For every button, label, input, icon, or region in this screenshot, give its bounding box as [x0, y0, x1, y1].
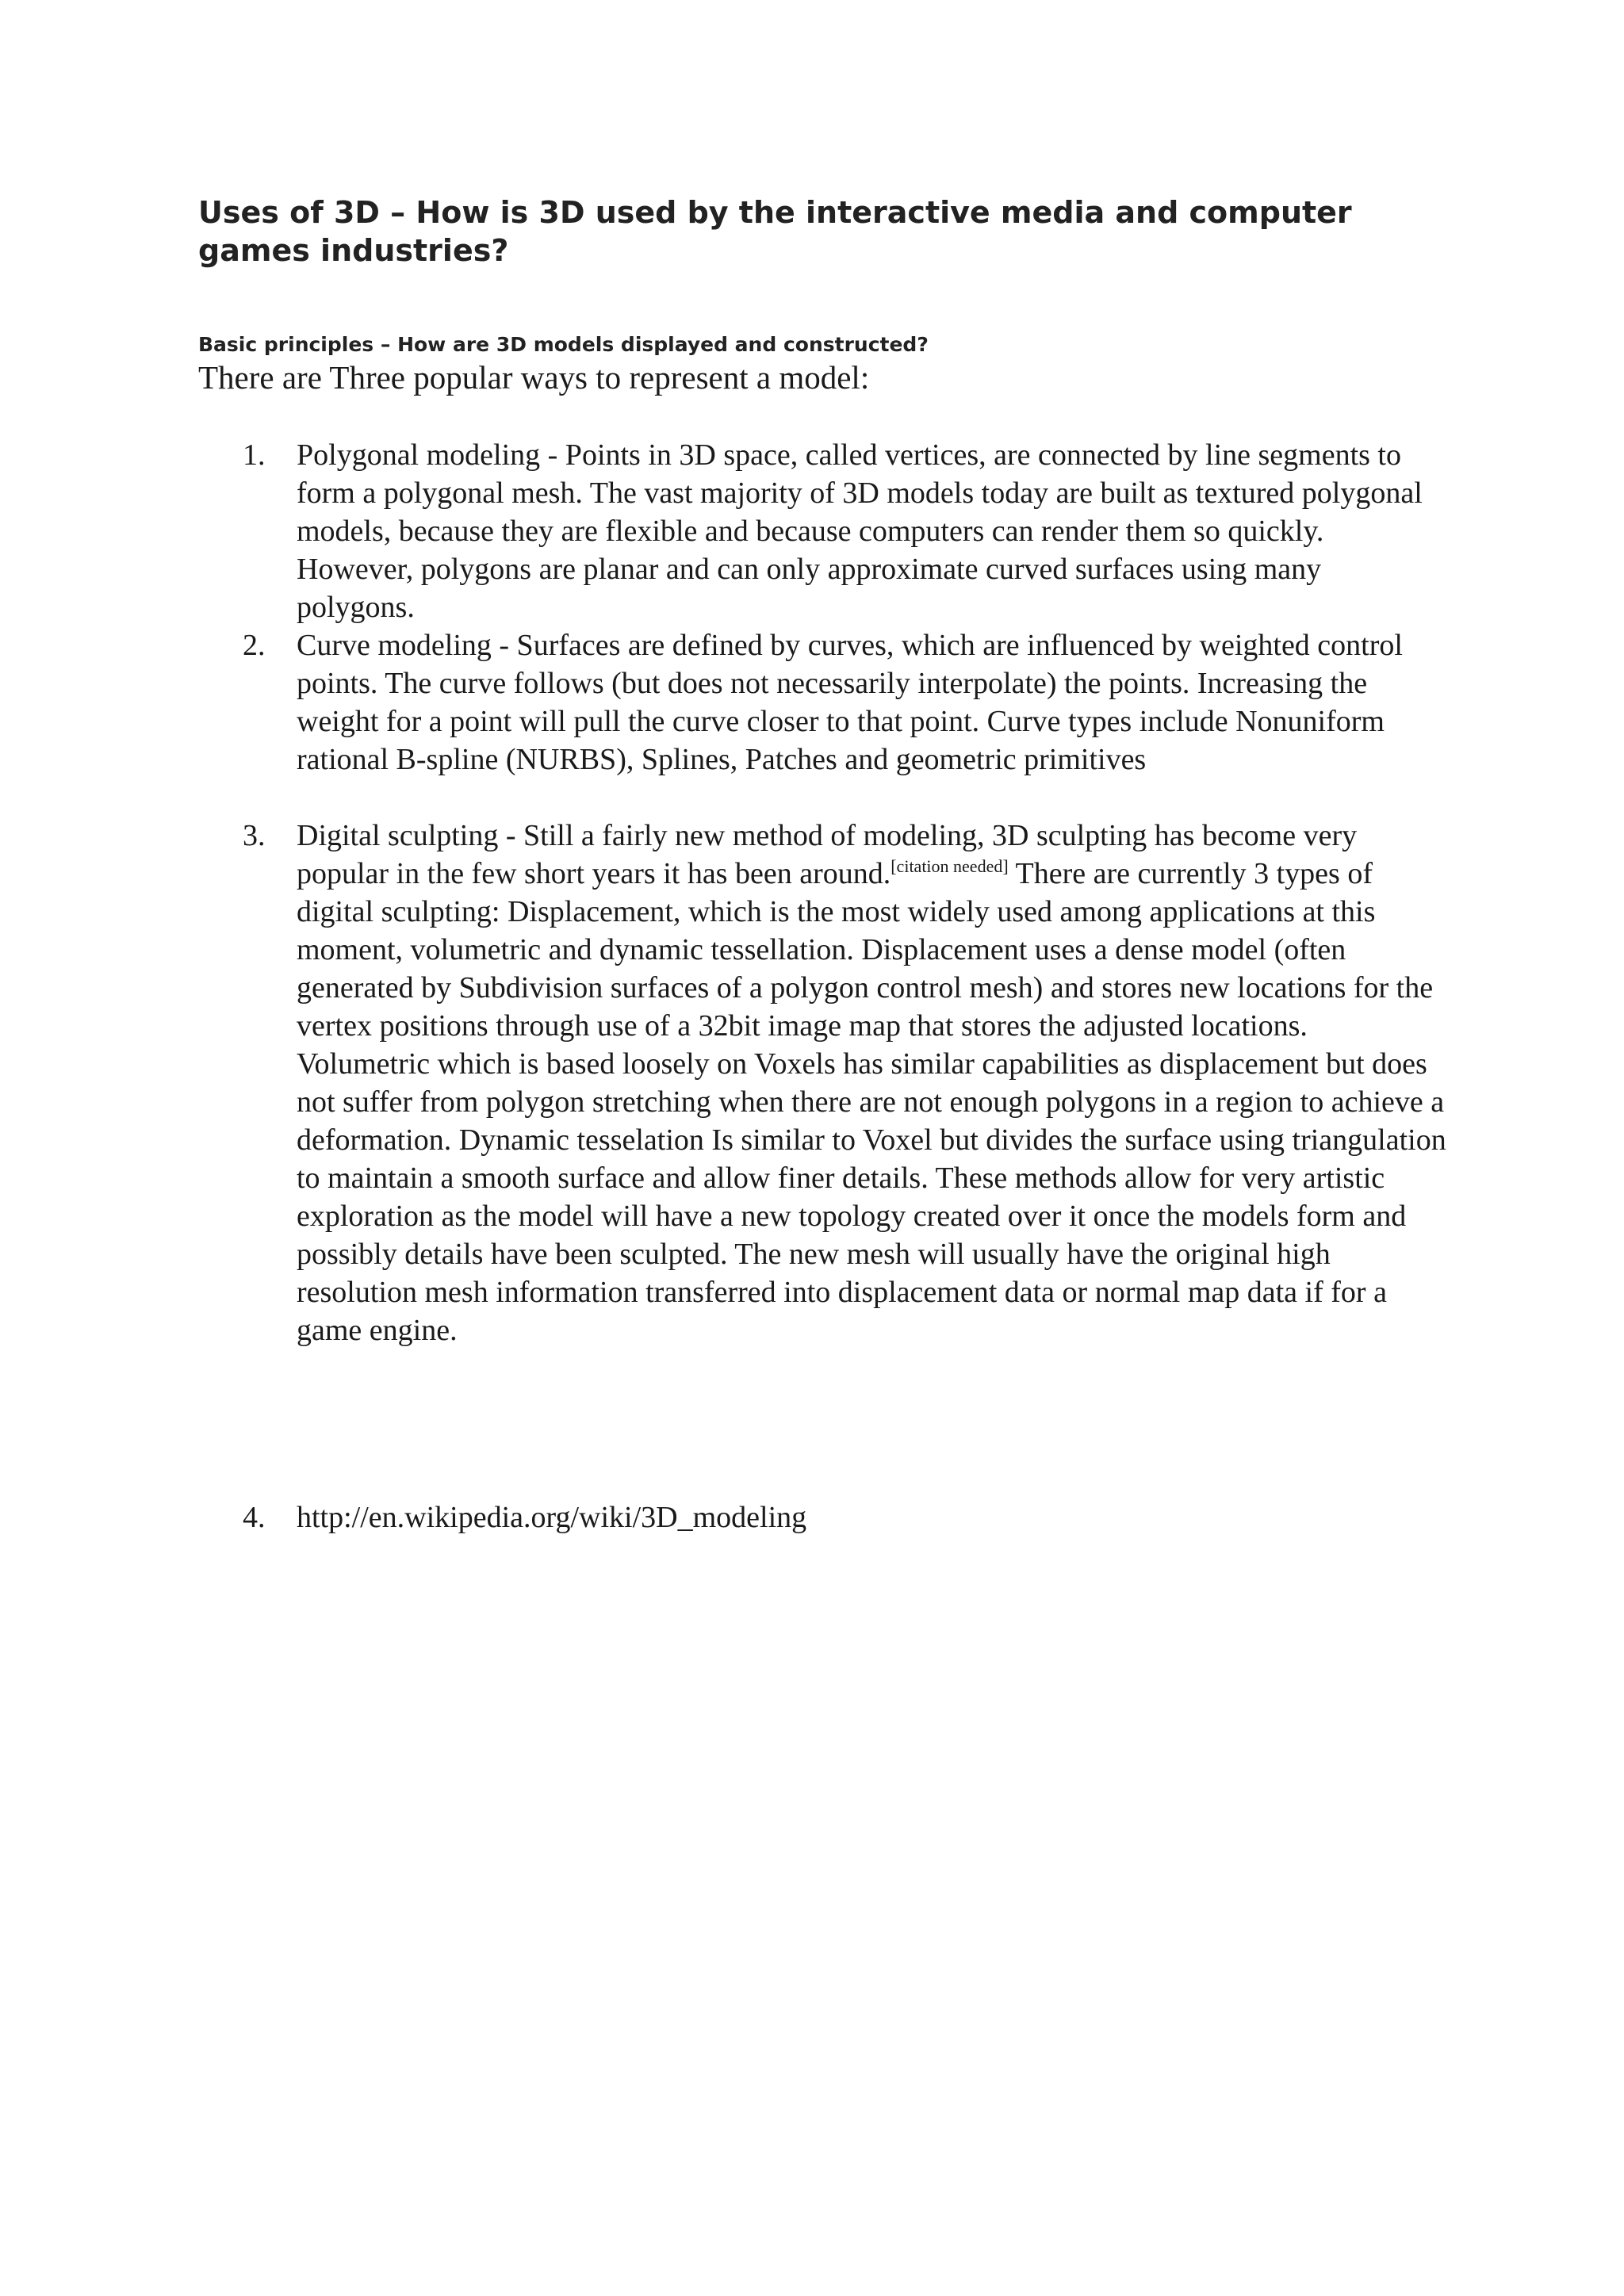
list-number-2: 2. [243, 629, 266, 662]
list-number-3: 3. [243, 819, 266, 852]
list-item-polygonal-modeling: Polygonal modeling - Points in 3D space, called vertices, are connected by line segments to form a polygonal mesh. The vast majority of 3D models today are built as textured polygonal models, because they are flexible and because computers can render them so quickly. However, polygons are planar and can only approximate curved surfaces using many polygons. [297, 438, 1423, 624]
list-number-4: 4. [243, 1501, 266, 1534]
section-heading: Basic principles – How are 3D models displayed and constructed? [198, 333, 929, 356]
intro-paragraph: There are Three popular ways to represent a model: [198, 359, 870, 396]
list-number-1: 1. [243, 438, 266, 472]
page-title: Uses of 3D – How is 3D used by the interactive media and computer games industries? [198, 195, 1352, 268]
list-item-curve-modeling: Curve modeling - Surfaces are defined by curves, which are influenced by weighted control points. The curve follows (but does not necessarily interpolate) the points. Increasing the weight for a point will pull the curve closer to that point. Curve types include Nonuniform rational B-spline (NURBS), Splines, Patches and geometric primitives [297, 629, 1403, 776]
list-item-digital-sculpting [297, 817, 1446, 1349]
sculpting-text-start: Digital sculpting - Still a fairly new method of modeling, 3D sculpting has become very popular in the few short years it has been around. [297, 819, 1358, 890]
source-url: http://en.wikipedia.org/wiki/3D_modeling [297, 1501, 807, 1534]
sculpting-text-rest: There are currently 3 types of digital sculpting: Displacement, which is the most widely used among applications at this moment, volumetric and dynamic tessellation. Displacement uses a dense model (often generated by Subdivision surfaces of a polygon control mesh) and stores new locations for the vertex positions through use of a 32bit image map that stores the adjusted locations. Volumetric which is based loosely on Voxels has similar capabilities as displacement but does not suffer from polygon stretching when there are not enough polygons in a region to achieve a deformation. Dynamic tesselation Is similar to Voxel but divides the surface using triangulation to maintain a smooth surface and allow finer details. These methods allow for very artistic exploration as the model will have a new topology created over it once the models form and possibly details have been sculpted. The new mesh will usually have the original high resolution mesh information transferred into displacement data or normal map data if for a game engine. [297, 857, 1446, 1347]
citation-needed: [citation needed] [891, 856, 1009, 876]
